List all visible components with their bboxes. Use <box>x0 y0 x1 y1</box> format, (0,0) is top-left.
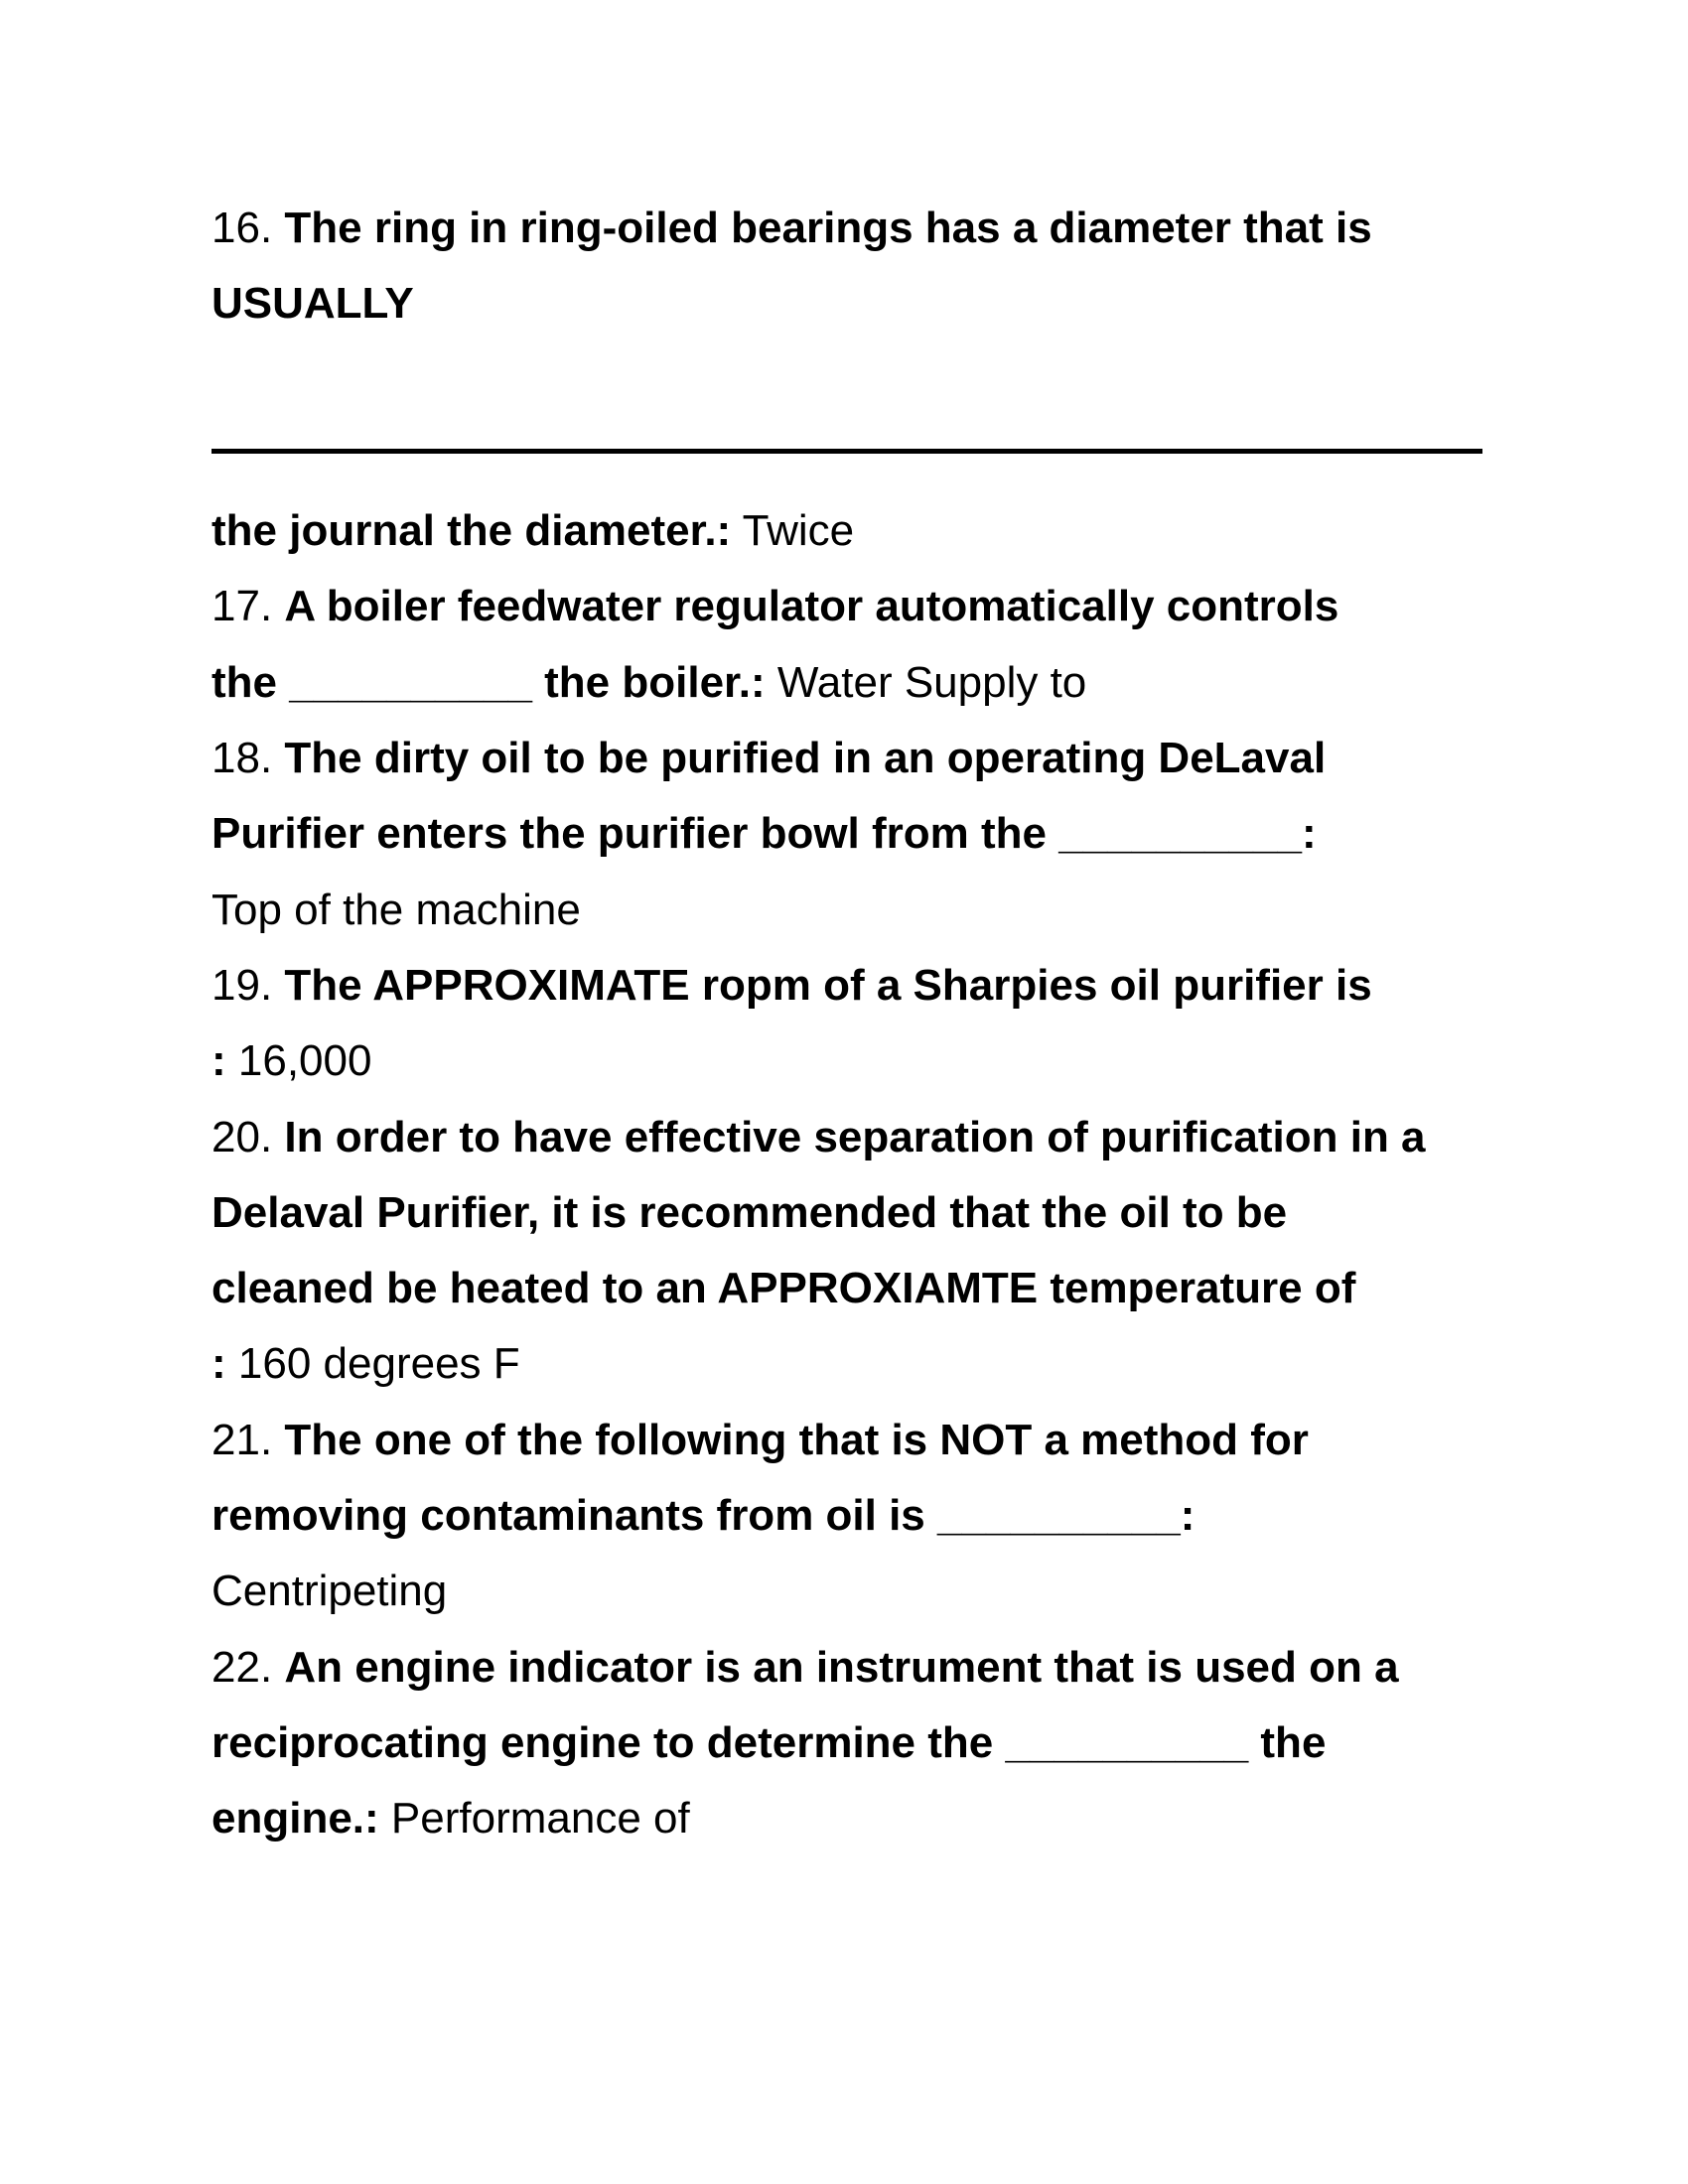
answer-text: Performance of <box>390 1794 690 1843</box>
answer-separator: : <box>211 1036 226 1086</box>
answer-text: Water Supply to <box>776 657 1087 707</box>
answer-text: Top of the machine <box>211 885 581 934</box>
answer-separator: : <box>211 1339 226 1389</box>
question-number: 21. <box>211 1415 273 1464</box>
question-22-line-2 <box>211 1706 1492 1781</box>
question-18-line-3 <box>211 873 1492 948</box>
question-text: An engine indicator is an instrument that is used on a <box>284 1642 1399 1692</box>
question-20-line-4 <box>211 1326 1492 1402</box>
question-21-line-1 <box>211 1403 1492 1478</box>
question-text: A boiler feedwater regulator automatically controls <box>284 582 1339 631</box>
question-21-line-3 <box>211 1554 1492 1629</box>
question-text: cleaned be heated to an APPROXIAMTE temperature of <box>211 1264 1356 1313</box>
question-22-line-1 <box>211 1630 1492 1706</box>
question-18-line-1 <box>211 721 1492 796</box>
question-text: reciprocating engine to determine the __________ the <box>211 1717 1327 1767</box>
question-text: The ring in ring-oiled bearings has a diameter that is <box>284 204 1372 252</box>
question-text: The dirty oil to be purified in an operating DeLaval <box>284 734 1327 783</box>
question-text: USUALLY <box>211 279 414 329</box>
answer-text: 160 degrees F <box>237 1339 520 1389</box>
question-number: 22. <box>211 1642 273 1692</box>
question-number: 18. <box>211 734 273 783</box>
question-text: Delaval Purifier, it is recommended that the oil to be <box>211 1187 1288 1237</box>
question-text: The APPROXIMATE ropm of a Sharpies oil purifier is <box>284 960 1372 1010</box>
question-17-line-1 <box>211 569 1492 644</box>
question-16-line-2 <box>211 266 1492 341</box>
answer-blank <box>211 342 1492 494</box>
question-16-line-1 <box>211 191 1492 266</box>
question-18-line-2 <box>211 796 1492 872</box>
question-text: engine.: <box>211 1794 379 1843</box>
question-20-line-1 <box>211 1100 1492 1175</box>
question-text: The one of the following that is NOT a method for <box>284 1415 1309 1464</box>
question-number: 19. <box>211 960 273 1010</box>
question-number: 20. <box>211 1112 273 1161</box>
question-16-line-3 <box>211 493 1492 569</box>
question-19-line-2 <box>211 1024 1492 1099</box>
question-number: 16. <box>211 204 273 252</box>
answer-text: Twice <box>742 506 855 556</box>
question-22-line-3 <box>211 1781 1492 1856</box>
answer-text: Centripeting <box>211 1567 448 1616</box>
question-text: Purifier enters the purifier bowl from the __________: <box>211 809 1317 859</box>
question-number: 17. <box>211 582 273 631</box>
blank-rule <box>211 449 1482 454</box>
question-20-line-3 <box>211 1251 1492 1326</box>
question-20-line-2 <box>211 1175 1492 1251</box>
question-17-line-2 <box>211 645 1492 721</box>
question-text: the __________ the boiler.: <box>211 657 766 707</box>
question-text: In order to have effective separation of purification in a <box>284 1112 1426 1161</box>
question-21-line-2 <box>211 1478 1492 1554</box>
question-19-line-1 <box>211 948 1492 1024</box>
question-text: removing contaminants from oil is __________: <box>211 1491 1196 1541</box>
question-text: the journal the diameter.: <box>211 506 732 556</box>
answer-text: 16,000 <box>237 1036 372 1086</box>
quiz-page <box>211 191 1492 1857</box>
